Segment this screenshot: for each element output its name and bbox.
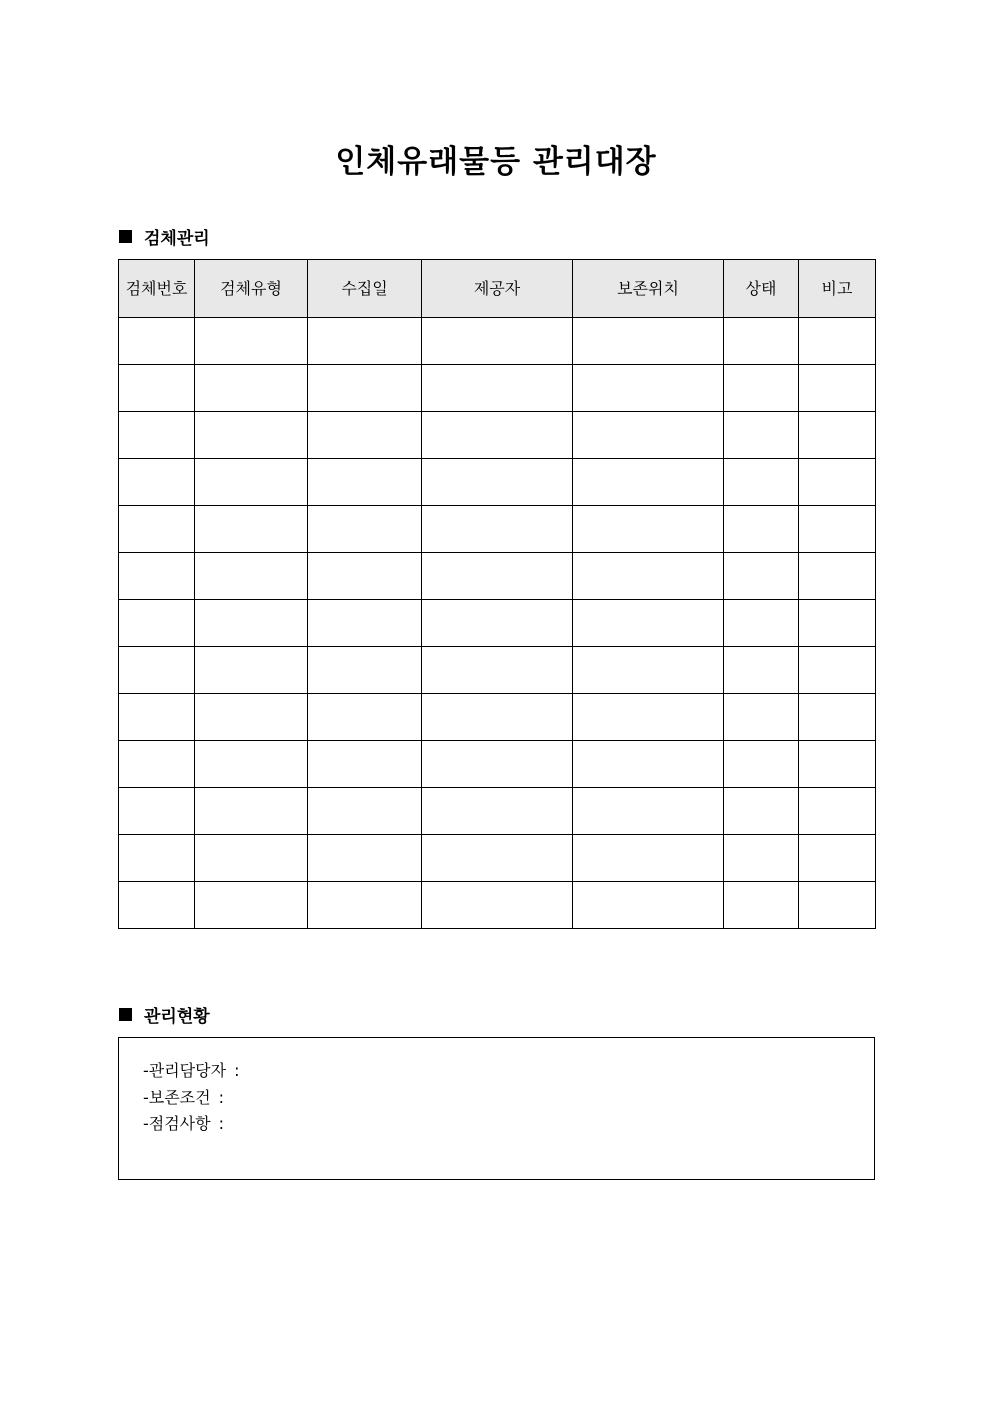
column-header-storage-location: 보존위치 — [573, 260, 724, 318]
colon-separator: : — [234, 1061, 240, 1080]
table-cell[interactable] — [799, 459, 876, 506]
table-cell[interactable] — [799, 647, 876, 694]
table-row — [119, 647, 876, 694]
table-cell[interactable] — [724, 412, 799, 459]
table-cell[interactable] — [195, 318, 308, 365]
table-cell[interactable] — [308, 553, 422, 600]
table-row — [119, 788, 876, 835]
table-cell[interactable] — [119, 694, 195, 741]
table-cell[interactable] — [799, 882, 876, 929]
table-cell[interactable] — [308, 694, 422, 741]
table-cell[interactable] — [724, 459, 799, 506]
table-cell[interactable] — [308, 788, 422, 835]
table-cell[interactable] — [422, 600, 573, 647]
manager-label: -관리담당자 — [143, 1061, 227, 1080]
table-cell[interactable] — [724, 694, 799, 741]
table-cell[interactable] — [799, 788, 876, 835]
column-header-donor: 제공자 — [422, 260, 573, 318]
table-cell[interactable] — [195, 835, 308, 882]
table-cell[interactable] — [119, 741, 195, 788]
table-cell[interactable] — [573, 506, 724, 553]
table-cell[interactable] — [195, 600, 308, 647]
table-row — [119, 835, 876, 882]
storage-condition-line — [143, 1085, 239, 1112]
table-cell[interactable] — [422, 741, 573, 788]
table-cell[interactable] — [308, 459, 422, 506]
table-cell[interactable] — [422, 365, 573, 412]
table-cell[interactable] — [308, 741, 422, 788]
table-cell[interactable] — [422, 647, 573, 694]
table-cell[interactable] — [422, 694, 573, 741]
table-cell[interactable] — [422, 506, 573, 553]
table-cell[interactable] — [195, 412, 308, 459]
column-header-specimen-type: 검체유형 — [195, 260, 308, 318]
table-row — [119, 741, 876, 788]
table-cell[interactable] — [573, 600, 724, 647]
table-cell[interactable] — [119, 506, 195, 553]
manager-line — [143, 1058, 239, 1085]
table-cell[interactable] — [573, 835, 724, 882]
section-heading-management — [119, 1002, 210, 1027]
table-row — [119, 365, 876, 412]
table-cell[interactable] — [308, 365, 422, 412]
table-cell[interactable] — [724, 647, 799, 694]
table-cell[interactable] — [422, 553, 573, 600]
table-cell[interactable] — [195, 553, 308, 600]
table-cell[interactable] — [724, 553, 799, 600]
table-cell[interactable] — [799, 741, 876, 788]
table-cell[interactable] — [573, 647, 724, 694]
table-cell[interactable] — [724, 882, 799, 929]
table-cell[interactable] — [724, 365, 799, 412]
table-row — [119, 882, 876, 929]
table-cell[interactable] — [573, 882, 724, 929]
table-cell[interactable] — [573, 365, 724, 412]
table-cell[interactable] — [573, 694, 724, 741]
square-bullet-icon — [119, 230, 132, 243]
table-cell[interactable] — [195, 365, 308, 412]
table-cell[interactable] — [724, 788, 799, 835]
table-cell[interactable] — [799, 365, 876, 412]
table-cell[interactable] — [422, 459, 573, 506]
table-row — [119, 459, 876, 506]
column-header-specimen-number: 검체번호 — [119, 260, 195, 318]
table-cell[interactable] — [799, 553, 876, 600]
table-cell[interactable] — [308, 600, 422, 647]
table-cell[interactable] — [119, 882, 195, 929]
table-cell[interactable] — [799, 412, 876, 459]
table-row — [119, 553, 876, 600]
table-cell[interactable] — [195, 459, 308, 506]
table-cell[interactable] — [799, 600, 876, 647]
column-header-collection-date: 수집일 — [308, 260, 422, 318]
table-cell[interactable] — [119, 459, 195, 506]
table-cell[interactable] — [308, 318, 422, 365]
table-cell[interactable] — [422, 412, 573, 459]
inspection-label: -점검사항 — [143, 1114, 211, 1133]
column-header-status: 상태 — [724, 260, 799, 318]
section-heading-label: 검체관리 — [144, 229, 210, 249]
table-cell[interactable] — [573, 318, 724, 365]
table-row — [119, 412, 876, 459]
table-cell[interactable] — [724, 741, 799, 788]
table-cell[interactable] — [119, 553, 195, 600]
table-cell[interactable] — [119, 835, 195, 882]
table-row — [119, 318, 876, 365]
table-cell[interactable] — [119, 647, 195, 694]
table-cell[interactable] — [573, 788, 724, 835]
page-title: 인체유래물등 관리대장 — [335, 144, 657, 180]
management-status-box — [118, 1037, 875, 1180]
table-cell[interactable] — [573, 459, 724, 506]
table-cell[interactable] — [799, 318, 876, 365]
table-header-row — [119, 260, 876, 318]
table-row — [119, 694, 876, 741]
square-bullet-icon — [119, 1008, 132, 1021]
table-cell[interactable] — [799, 694, 876, 741]
table-cell[interactable] — [195, 694, 308, 741]
table-cell[interactable] — [119, 600, 195, 647]
table-cell[interactable] — [308, 412, 422, 459]
table-cell[interactable] — [308, 882, 422, 929]
colon-separator: : — [218, 1114, 224, 1133]
table-cell[interactable] — [119, 365, 195, 412]
table-row — [119, 600, 876, 647]
table-cell[interactable] — [422, 882, 573, 929]
table-cell[interactable] — [195, 506, 308, 553]
section-heading-label: 관리현황 — [144, 1007, 210, 1027]
specimen-table — [118, 259, 876, 929]
table-cell[interactable] — [308, 647, 422, 694]
table-cell[interactable] — [195, 882, 308, 929]
table-cell[interactable] — [573, 412, 724, 459]
table-cell[interactable] — [422, 788, 573, 835]
colon-separator: : — [218, 1087, 224, 1107]
table-cell[interactable] — [422, 835, 573, 882]
table-cell[interactable] — [799, 506, 876, 553]
table-cell[interactable] — [799, 835, 876, 882]
table-cell[interactable] — [724, 600, 799, 647]
storage-condition-label: -보존조건 — [143, 1087, 211, 1107]
column-header-remarks: 비고 — [799, 260, 876, 318]
table-cell[interactable] — [119, 412, 195, 459]
table-cell[interactable] — [573, 553, 724, 600]
table-cell[interactable] — [195, 647, 308, 694]
table-cell[interactable] — [573, 741, 724, 788]
table-cell[interactable] — [195, 741, 308, 788]
table-cell[interactable] — [724, 318, 799, 365]
table-cell[interactable] — [422, 318, 573, 365]
table-cell[interactable] — [724, 835, 799, 882]
table-cell[interactable] — [195, 788, 308, 835]
table-cell[interactable] — [308, 506, 422, 553]
inspection-line — [143, 1111, 239, 1138]
table-cell[interactable] — [308, 835, 422, 882]
table-row — [119, 506, 876, 553]
table-cell[interactable] — [724, 506, 799, 553]
section-heading-specimen — [119, 224, 210, 249]
table-cell[interactable] — [119, 318, 195, 365]
table-cell[interactable] — [119, 788, 195, 835]
